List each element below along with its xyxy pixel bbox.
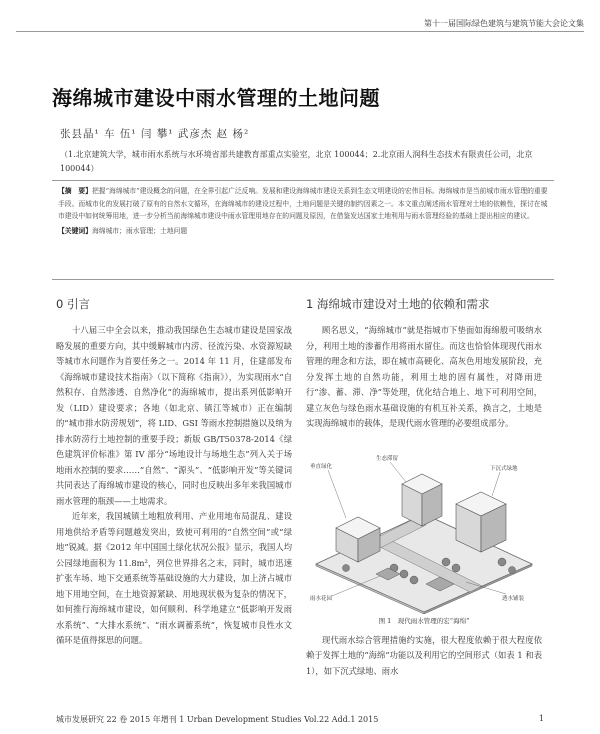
abstract-section — [52, 180, 554, 280]
left-column — [56, 296, 292, 649]
affiliation: （1.北京建筑大学，城市雨水系统与水环境省部共建教育部重点实验室，北京 100044；2.北京雨人润科生态技术有限责任公司，北京 100044） — [60, 150, 533, 173]
paragraph: 顾名思义，“海绵城市”就是指城市下垫面如海绵般可吸纳水分，利用土地的渗蓄作用将雨水留住。而这也恰恰体现现代雨水管理的理念和方法，即在城市高硬化、高灰色用地发展阶段，充分发挥土地的自然功能，利用土地的固有属性，对降雨进行“渗、蓄、滞、净”等处理，优化结合地上、地下可利用空间，建立灰色与绿色雨水基础设施的有机互补关系，换言之，土地是实现海绵城市的载体，是现代雨水管理的必要组成部分。 — [306, 325, 542, 428]
keywords — [58, 225, 548, 235]
page-number: 1 — [538, 714, 544, 723]
running-header — [16, 18, 584, 32]
figure-label: 透水铺装 — [502, 595, 525, 602]
journal-citation: 城市发展研究 22 卷 2015 年增刊 1 Urban Development Studies Vol.22 Add.1 2015 — [56, 715, 379, 724]
keywords-label: 【关键词】 — [58, 226, 92, 235]
building — [456, 492, 506, 552]
paper-title: 海绵城市建设中雨水管理的土地问题 — [52, 86, 380, 110]
journal-series-title: 第十一届国际绿色建筑与建筑节能大会论文集 — [424, 19, 584, 28]
figure-label: 生态滞留 — [376, 455, 399, 462]
figure-1 — [306, 444, 542, 614]
abstract-text: 把握“海绵城市”建设概念的问题，在全界引起广泛反响。发展和建设海绵城市建设关系到生态文明建设的宏伟目标。海绵城市是当前城市雨水管理的重要手段。而城市化的发展打破了原有的自然水文循环，在海绵城市的建设过程中，土地问题是关键的制约因素之一。本文重点阐述雨水管理对土地的依赖性，探讨在城市建设中如何统筹用地，进一步分析当前海绵城市建设中雨水管理用地存在的问题及原因，在借鉴发达国家土地利用与雨水管理经验的基础上提出相应的建议。 — [58, 187, 548, 220]
abstract — [58, 185, 548, 223]
building — [402, 474, 442, 526]
right-column — [306, 296, 542, 679]
figure-caption: 图 1 现代雨水管理的宏“海绵” — [378, 616, 470, 625]
paragraph: 现代雨水综合管理措施约实施，很大程度依赖于很大程度依赖于发挥土地的“海绵”功能以及利用它的空间形式（如表 1 和表 1），如下沉式绿地、雨水 — [306, 634, 542, 676]
keywords-text: 海绵城市；雨水管理；土地问题 — [91, 226, 188, 235]
figure-label: 垂直绿化 — [310, 463, 333, 470]
section-heading-land-dependency: 1 海绵城市建设对土地的依赖和需求 — [306, 297, 490, 311]
author-list: 张县晶¹ 车 伍¹ 闫 攀¹ 武彦杰 赵 杨² — [60, 128, 250, 140]
sponge-city-illustration — [306, 444, 542, 614]
figure-label: 下沉式绿地 — [490, 465, 518, 472]
paragraph: 近年来，我国城镇土地粗放利用、产业用地布局混乱、建设用地供给矛盾等问题越发突出，致使可利用的“自然空间”或“绿地”锐减。据《2012 年中国国土绿化状况公报》显示，我国人均公园绿地面积为 11.8m²，列位世界排名之末，同时，城市迅速扩张车场、地下交通系统等基础设施的大力建设，加上济占城市地下用地空间，在土地资源紧缺、用地现状极为复杂的情况下，如何推行海绵城市建设，如何顺利、科学地建立“低影响开发雨水系统”、“大排水系统”、“雨水调蓄系统”，恢复城市良性水文循环是值得探思的问题。 — [56, 511, 292, 645]
abstract-label: 【摘 要】 — [58, 187, 92, 195]
paragraph: 十八届三中全会以来，推动我国绿色生态城市建设是国家战略发展的重要方向，其中缓解城市内涝、径流污染、水资源短缺等城市水问题作为首要任务之一。2014 年 11 月，住建部发布《海绵城市建设技术指南》（以下简称《指南》），为实现雨水“自然积存、自然渗透、自然净化”的海绵城市，提出系列低影响开发（LID）建设要求；各地（如北京、镇江等城市）正在编制的“城市排水防涝规划”，将 LID、GSI 等雨水控制措施以及纳为排水防涝行土地控制的重要手段；新版 GB/T50378-2014《绿色建筑评价标准》第 IV 部分“场地设计与场地生态”列入关于场地雨水控制的要求……“自然”、“源头”、“低影响开发”等关键词共同表达了海绵城市建设的核心，同时也反映出多年来我国城市雨水管理的瓶颈——土地需求。 — [56, 325, 292, 506]
figure-label: 雨水花园 — [310, 595, 333, 602]
section-heading-introduction: 0 引言 — [56, 297, 90, 311]
